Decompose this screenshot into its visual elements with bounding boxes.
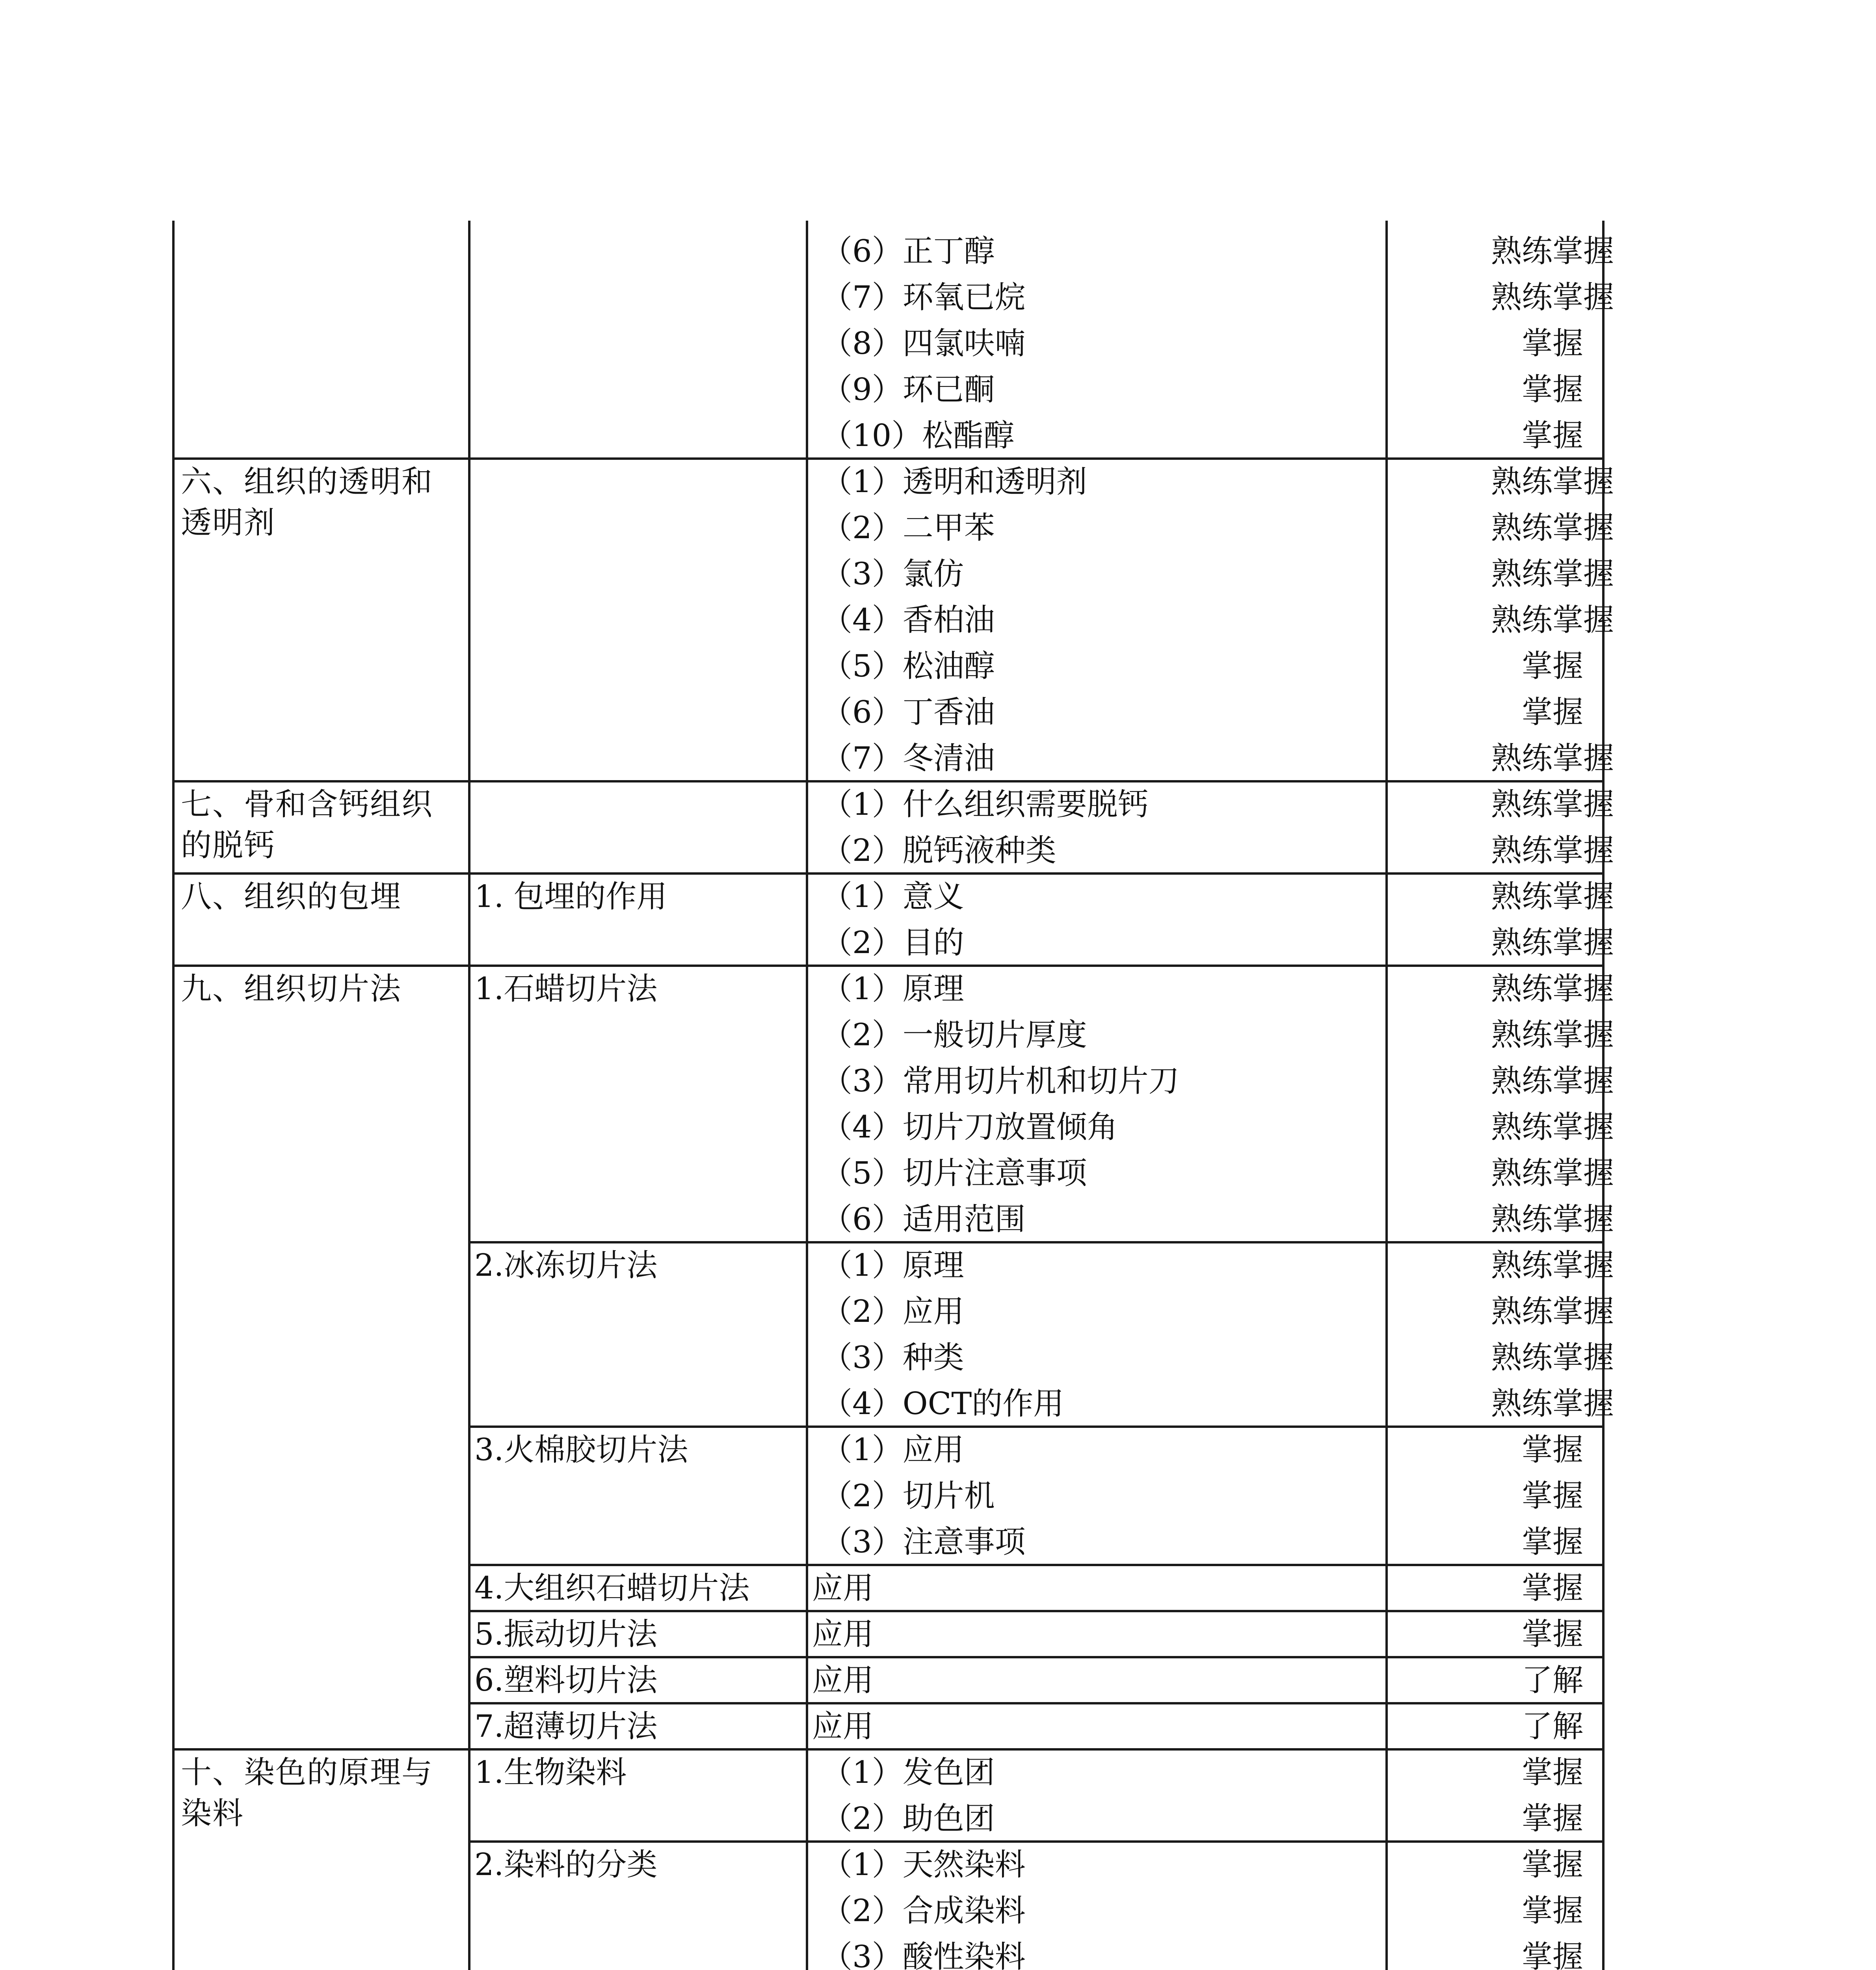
level-text: 熟练掌握 bbox=[1491, 1248, 1614, 1283]
level-text: 熟练掌握 bbox=[1491, 1110, 1614, 1145]
level-text: 掌握 bbox=[1521, 1617, 1583, 1652]
level-text: 熟练掌握 bbox=[1491, 787, 1614, 822]
subsection-title: 1.石蜡切片法 bbox=[474, 971, 658, 1007]
vertical-rule bbox=[1385, 221, 1388, 1970]
item-text: （2）脱钙液种类 bbox=[822, 833, 1056, 868]
level-text: 掌握 bbox=[1521, 418, 1583, 453]
subsection-title: 4.大组织石蜡切片法 bbox=[474, 1570, 750, 1606]
level-text: 熟练掌握 bbox=[1491, 280, 1614, 315]
section-title: 九、组织切片法 bbox=[181, 971, 402, 1007]
level-text: 掌握 bbox=[1521, 1755, 1583, 1790]
level-text: 掌握 bbox=[1521, 326, 1583, 361]
subsection-title: 1. 包埋的作用 bbox=[474, 879, 667, 914]
subsection-title: 5.振动切片法 bbox=[474, 1617, 658, 1652]
item-text: （6）正丁醇 bbox=[822, 234, 995, 269]
subsection-title: 7.超薄切片法 bbox=[474, 1709, 658, 1744]
item-text: （1）什么组织需要脱钙 bbox=[822, 787, 1149, 822]
item-text: （3）氯仿 bbox=[822, 556, 964, 592]
level-text: 熟练掌握 bbox=[1491, 833, 1614, 868]
level-text: 掌握 bbox=[1521, 372, 1583, 407]
item-text: （7）冬清油 bbox=[822, 741, 995, 776]
item-text: （2）切片机 bbox=[822, 1478, 995, 1514]
subsection-title: 3.火棉胶切片法 bbox=[474, 1432, 688, 1468]
level-text: 熟练掌握 bbox=[1491, 1294, 1614, 1329]
item-text: （2）应用 bbox=[822, 1294, 964, 1329]
level-text: 熟练掌握 bbox=[1491, 925, 1614, 961]
item-text: （5）切片注意事项 bbox=[822, 1156, 1087, 1191]
item-text: 应用 bbox=[812, 1570, 874, 1606]
item-text: （2）二甲苯 bbox=[822, 510, 995, 546]
item-text: （1）原理 bbox=[822, 1248, 964, 1283]
subsection-title: 2.染料的分类 bbox=[474, 1847, 658, 1883]
item-text: （2）目的 bbox=[822, 925, 964, 961]
item-text: （7）环氧已烷 bbox=[822, 280, 1026, 315]
level-text: 熟练掌握 bbox=[1491, 1386, 1614, 1422]
item-text: （4）香柏油 bbox=[822, 602, 995, 638]
level-text: 熟练掌握 bbox=[1491, 971, 1614, 1007]
level-text: 熟练掌握 bbox=[1491, 464, 1614, 500]
item-text: （5）松油醇 bbox=[822, 649, 995, 684]
section-title: 七、骨和含钙组织的脱钙 bbox=[181, 787, 433, 863]
level-text: 掌握 bbox=[1521, 1939, 1583, 1970]
item-text: （2）一般切片厚度 bbox=[822, 1017, 1087, 1053]
level-text: 掌握 bbox=[1521, 1801, 1583, 1836]
item-text: （6）丁香油 bbox=[822, 695, 995, 730]
item-text: （3）常用切片机和切片刀 bbox=[822, 1063, 1179, 1099]
subsection-title: 2.冰冻切片法 bbox=[474, 1248, 658, 1283]
item-text: 应用 bbox=[812, 1617, 874, 1652]
item-text: （3）种类 bbox=[822, 1340, 964, 1375]
item-text: （1）发色团 bbox=[822, 1755, 995, 1790]
item-text: （2）合成染料 bbox=[822, 1893, 1026, 1929]
item-text: （1）透明和透明剂 bbox=[822, 464, 1087, 500]
level-text: 熟练掌握 bbox=[1491, 1156, 1614, 1191]
subsection-title: 6.塑料切片法 bbox=[474, 1663, 658, 1698]
level-text: 掌握 bbox=[1521, 1570, 1583, 1606]
level-text: 熟练掌握 bbox=[1491, 556, 1614, 592]
level-text: 熟练掌握 bbox=[1491, 879, 1614, 914]
item-text: （3）注意事项 bbox=[822, 1524, 1026, 1560]
section-title: 十、染色的原理与染料 bbox=[181, 1755, 433, 1831]
section-title: 六、组织的透明和透明剂 bbox=[181, 464, 433, 541]
level-text: 掌握 bbox=[1521, 1478, 1583, 1514]
item-text: （2）助色团 bbox=[822, 1801, 995, 1836]
level-text: 熟练掌握 bbox=[1491, 1063, 1614, 1099]
item-text: （6）适用范围 bbox=[822, 1202, 1026, 1237]
item-text: （1）原理 bbox=[822, 971, 964, 1007]
level-text: 熟练掌握 bbox=[1491, 510, 1614, 546]
item-text: （9）环已酮 bbox=[822, 372, 995, 407]
item-text: 应用 bbox=[812, 1663, 874, 1698]
level-text: 熟练掌握 bbox=[1491, 1340, 1614, 1375]
section-title: 八、组织的包埋 bbox=[181, 879, 402, 914]
level-text: 掌握 bbox=[1521, 1524, 1583, 1560]
level-text: 掌握 bbox=[1521, 1847, 1583, 1883]
vertical-rule bbox=[468, 221, 470, 1970]
item-text: （1）应用 bbox=[822, 1432, 964, 1468]
item-text: （3）酸性染料 bbox=[822, 1939, 1026, 1970]
item-text: （4）切片刀放置倾角 bbox=[822, 1110, 1118, 1145]
level-text: 掌握 bbox=[1521, 695, 1583, 730]
level-text: 熟练掌握 bbox=[1491, 234, 1614, 269]
level-text: 掌握 bbox=[1521, 1432, 1583, 1468]
level-text: 了解 bbox=[1521, 1663, 1583, 1698]
item-text: （1）天然染料 bbox=[822, 1847, 1026, 1883]
item-text: （10）松酯醇 bbox=[822, 418, 1015, 453]
level-text: 了解 bbox=[1521, 1709, 1583, 1744]
item-text: （4）OCT的作用 bbox=[822, 1386, 1064, 1422]
vertical-rule bbox=[806, 221, 808, 1970]
level-text: 熟练掌握 bbox=[1491, 1017, 1614, 1053]
level-text: 熟练掌握 bbox=[1491, 1202, 1614, 1237]
item-text: （1）意义 bbox=[822, 879, 964, 914]
subsection-title: 1.生物染料 bbox=[474, 1755, 627, 1790]
item-text: 应用 bbox=[812, 1709, 874, 1744]
level-text: 熟练掌握 bbox=[1491, 602, 1614, 638]
vertical-rule bbox=[172, 221, 175, 1970]
level-text: 熟练掌握 bbox=[1491, 741, 1614, 776]
item-text: （8）四氯呋喃 bbox=[822, 326, 1026, 361]
level-text: 掌握 bbox=[1521, 649, 1583, 684]
level-text: 掌握 bbox=[1521, 1893, 1583, 1929]
